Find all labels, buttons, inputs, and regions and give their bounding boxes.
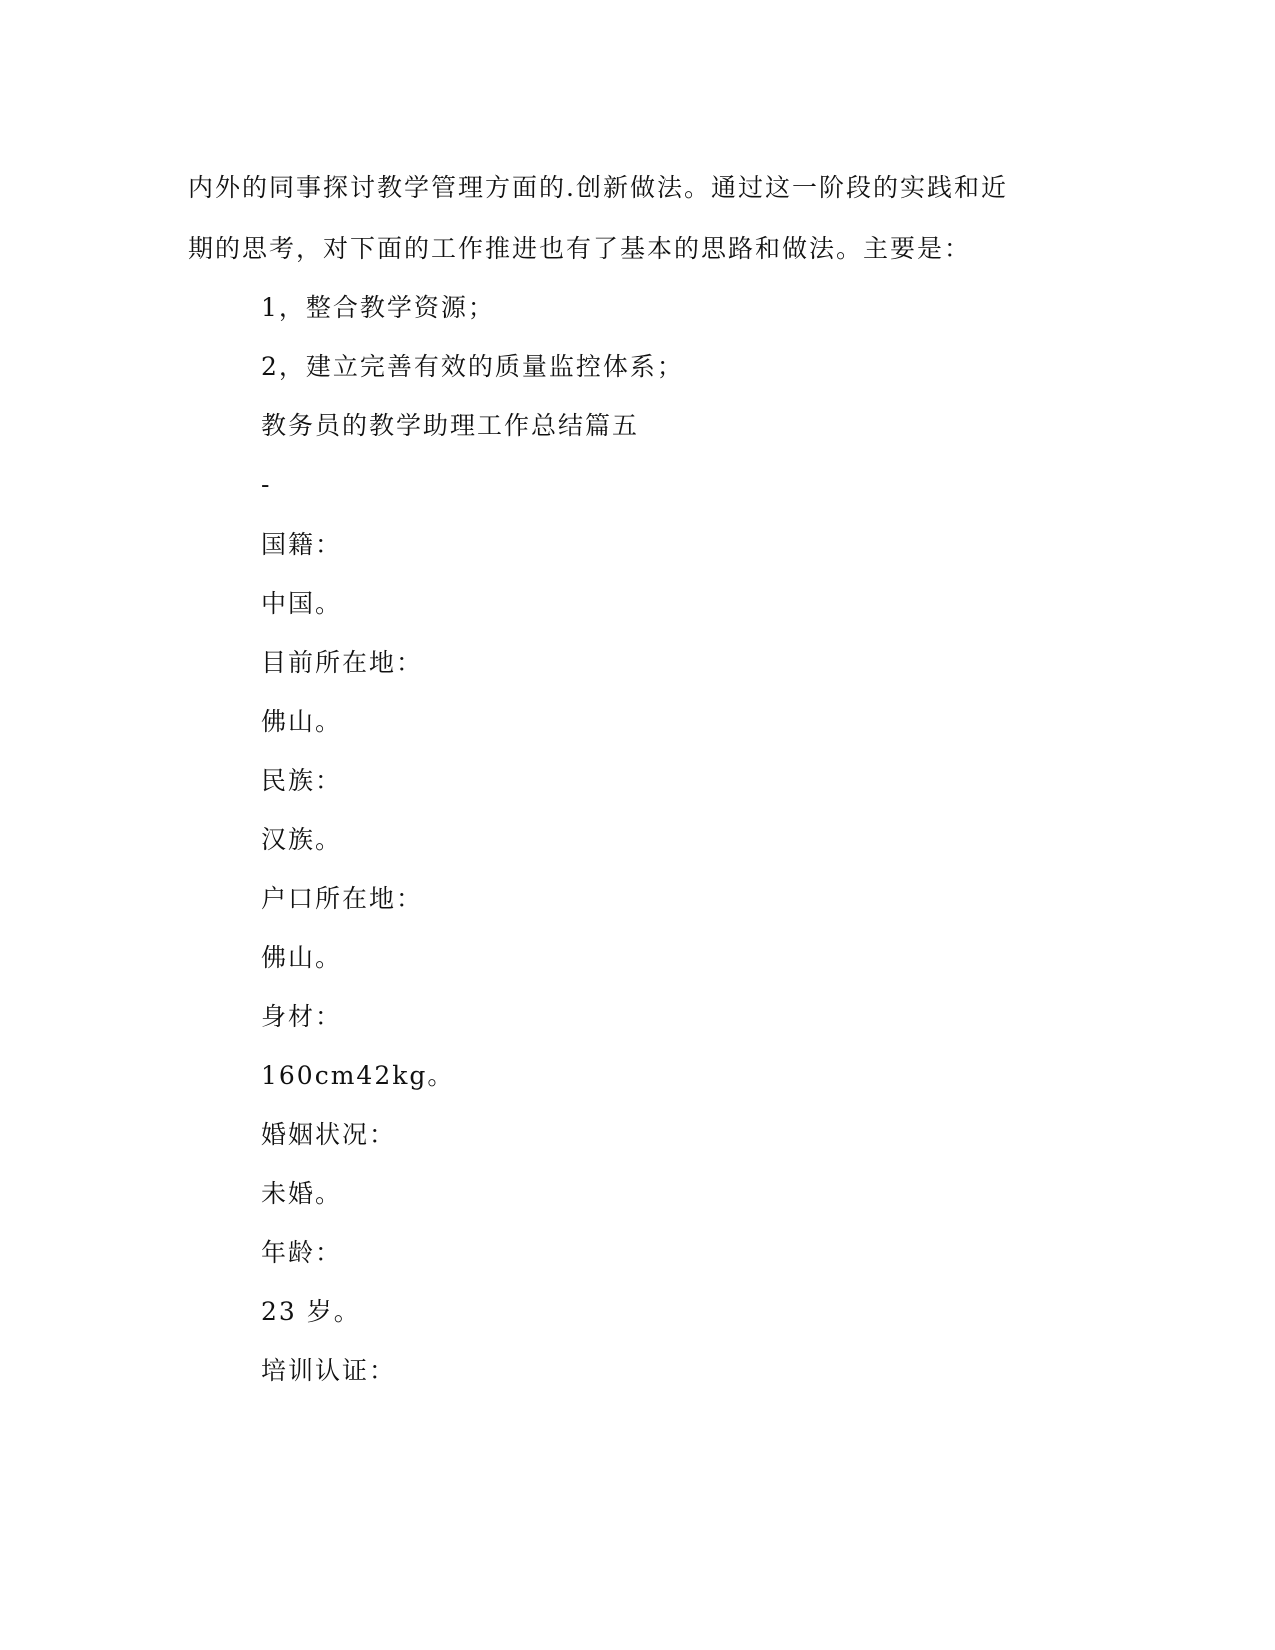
body-value: 160cm42kg。 <box>261 1061 455 1090</box>
section-heading: 教务员的教学助理工作总结篇五 <box>261 411 640 440</box>
household-label: 户口所在地： <box>261 884 424 913</box>
location-label: 目前所在地： <box>261 648 424 677</box>
nationality-label: 国籍： <box>261 530 343 559</box>
list-item-2: 2，建立完善有效的质量监控体系； <box>261 352 684 381</box>
age-label: 年龄： <box>261 1238 343 1267</box>
list-item-1: 1，整合教学资源； <box>261 293 495 322</box>
paragraph-line-1: 内外的同事探讨教学管理方面的.创新做法。通过这一阶段的实践和近 <box>188 173 1008 202</box>
training-label: 培训认证： <box>261 1356 397 1385</box>
paragraph-line-2: 期的思考，对下面的工作推进也有了基本的思路和做法。主要是： <box>188 234 972 263</box>
ethnicity-label: 民族： <box>261 766 343 795</box>
marital-value: 未婚。 <box>261 1179 343 1208</box>
age-value: 23 岁。 <box>261 1297 361 1326</box>
household-value: 佛山。 <box>261 943 343 972</box>
location-value: 佛山。 <box>261 707 343 736</box>
body-label: 身材： <box>261 1002 343 1031</box>
ethnicity-value: 汉族。 <box>261 825 343 854</box>
nationality-value: 中国。 <box>261 589 343 618</box>
dash-line: - <box>261 470 272 499</box>
marital-label: 婚姻状况： <box>261 1120 397 1149</box>
